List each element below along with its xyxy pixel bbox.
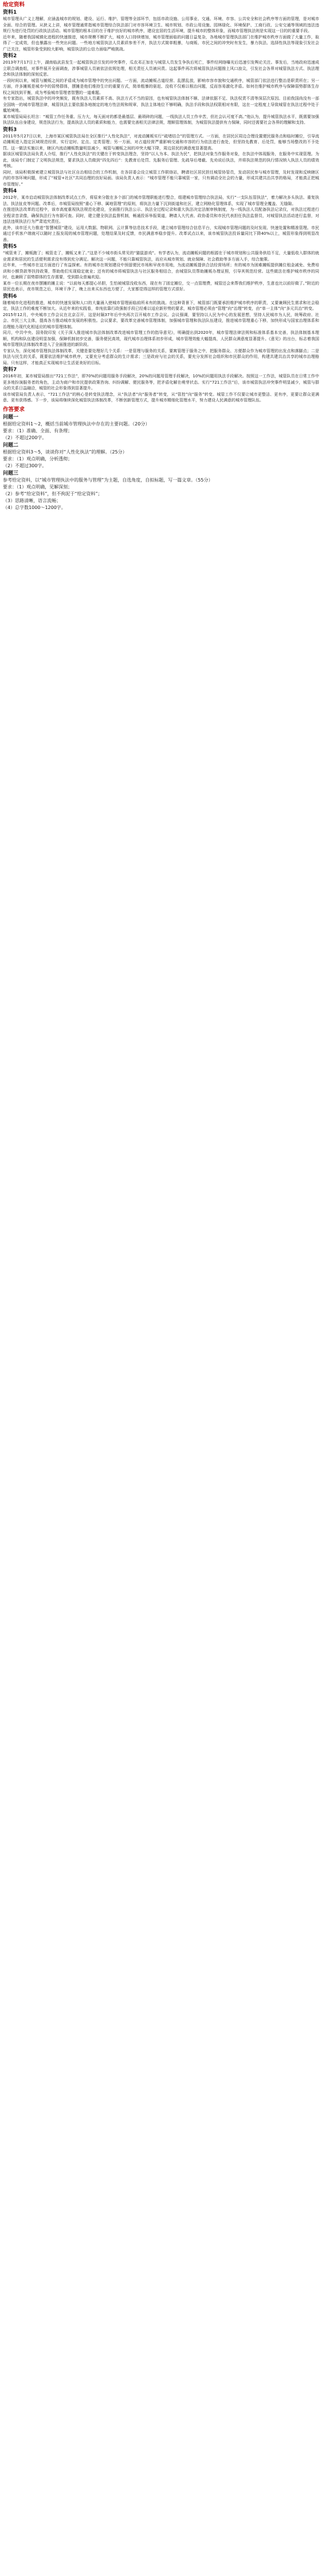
- question-requirement: （4）总字数1000～1200字。: [3, 504, 66, 510]
- question-prompt: 根据给定资料3～5，谈谈你对“人性化执法”的理解。（25分）: [3, 449, 127, 455]
- question-requirement: （2）不超过300字。: [3, 463, 47, 468]
- material-paragraph: “城管来了，摊贩跑了；城管走了，摊贩又来了。”这是不少城市街头常见的“猫鼠游戏”。有学者认为，流动摊贩问题的根源在于城市规划和公共服务供给不足，大量低收入群体的就业需求和居民的生活便利需求没有得到充分满足。解决这一问题，不能只靠城管执法，而应从城市规划、就业保障、社会救助等多方面入手，综合施策。: [3, 251, 319, 262]
- material-paragraph: 2015年12月，中央城市工作会议在北京召开，这是时隔37年后中央再次召开城市工作会议。会议强调，要坚持以人民为中心的发展思想，坚持人民城市为人民，统筹政府、社会、市民三大主体，提高各方推动城市发展的积极性。会议要求，要改革完善城市管理体制，加强城市管理和执法队伍建设，推进城市管理重心下移，加快形成与国家治理体系和治理能力现代化相适应的城市管理体制。: [3, 312, 319, 329]
- material-paragraph: 2016年初，某市城管局推出“721工作法”，即70%的问题用服务手段解决，20%的问题用管理手段解决，10%的问题用执法手段解决。按照这一工作法，城管队员在日常工作中更多地扮演服务者的角色，主动为商户和市民提供政策咨询、纠纷调解、便民服务等，把矛盾化解在萌芽状态。实行“721工作法”后，该市城管执法冲突事件明显减少，城管与群众的关系日益融洽，城管的社会形象得到显著提升。: [3, 374, 319, 390]
- question-title: 问题三: [3, 470, 19, 476]
- material-section: [3, 1, 319, 404]
- material-paragraph: 城市管理从广义上理解，应涵盖城市的规划、建设、运行、维护、管理等全部环节，包括市政设施、公用事业、交通、环境、市容、公共安全和社会秩序等方面的管理，是对城市全面、综合的管理。从狭义上讲，城市管理通常指城市管理综合执法部门对市容环境卫生、城市规划、市政公用设施、园林绿化、环境保护、工商行政、公安交通等领域的违法违规行为进行处罚的行政执法活动。城市管理的根本目的在于维护良好的城市秩序，建设宜居的生活环境，提升城市的整体形象，而城市管理执法则是实现这一目的的重要手段。: [3, 17, 319, 33]
- material-heading: 给定资料: [3, 2, 25, 8]
- material-paragraph: 一段时间以来，城管与摊贩之间的矛盾成为城市管理中的突出问题。一方面，流动摊贩占道经营、乱摆乱放，影响市容市貌和交通秩序，城管部门依法进行整治是职责所在；另一方面，许多摊贩是城市中的弱势群体，摆摊是他们维持生计的重要方式，简单粗暴的驱赶、没收不仅难以根治问题，反而容易激化矛盾。如何在维护城市秩序与保障弱势群体生存权之间找到平衡，成为考验城市管理者智慧的一道难题。: [3, 78, 319, 95]
- material-paragraph: 同时，该局积极探索建立城管执法与社区自治相结合的工作机制，在各居委会设立城管工作联络站，聘请社区居民担任城管协管员，发动居民参与城市管理，及时发现和反映辖区内的市容环境问题，形成了“城管+社区”共同治理的良好局面。该局负责人表示：“城市管理不能只靠城管一家，只有调动全社会的力量，形成共建共治共享的格局，才能真正把城市管理好。”: [3, 169, 319, 187]
- document-page: [0, 0, 322, 511]
- material-paragraph: 此外，该市还大力推进“智慧城管”建设，运用大数据、物联网、云计算等信息技术手段，建立城市管理综合信息平台，实现城市管理问题的及时发现、快速处置和精准管理。市民通过手机客户端就可以随时上报发现的城市管理问题，处理结果及时反馈，市民满意率稳步提升。改革试点以来，该市城管执法投诉量同比下降40%以上，城管形象得到明显改善。: [3, 225, 319, 242]
- material-label: 资料3: [3, 127, 17, 133]
- material-paragraph: 有专家指出，城管执法中的冲突频发，既有执法人员素质不高、执法方式不当的原因，也有城管执法体制不顺、法律依据不足、执法权责不清等深层次原因。目前我国尚没有一部全国统一的城市管理法律，城管执法主要依据各地制定的地方性法规和规章，执法主体地位不够明确，执法手段和执法权限相对有限，这在一定程度上导致城管在执法过程中处于尴尬境地。: [3, 96, 319, 113]
- question-requirement: （3）思路清晰，语言流畅；: [3, 498, 61, 503]
- material-label: 资料7: [3, 367, 17, 373]
- material-paragraph: 专家认为，深化城市管理执法体制改革，关键是要处理好几个关系：一是管理与服务的关系，要寓管理于服务之中，把服务群众、方便群众作为城市管理的出发点和落脚点；二是执法与民生的关系，既要依法维护城市秩序，又要充分考虑群众的生计需求；三是政府与社会的关系，要充分发挥社会组织和市民群众的作用，构建共建共治共享的城市治理格局。只有这样，才能真正实现城市让生活更美好的目标。: [3, 348, 319, 365]
- material-paragraph: 该市城管局负责人表示，“721工作法”的核心是转变执法理念，从“执法者”向“服务者”转变，从“管控”向“服务”转变。城管工作不仅要让城市更整洁、更有序，更要让群众更满意、更有获得感。下一步，该局将继续深化城管执法体制改革，不断创新管理方式，提升城市精细化管理水平，努力建设人民满意的城市管理队伍。: [3, 392, 319, 403]
- material-paragraph: 2012年，某市启动城管执法体制改革试点工作，将原来分散在多个部门的城市管理职能进行整合，组建城市管理综合执法局，实行“一支队伍管执法”，着力解决多头执法、重复执法、执法扯皮等问题。改革后，市城管局按照“重心下移、属地管理”的原则，将执法力量下沉到街道和社区，建立网格化管理体系，实现了城市管理全覆盖、无缝隙。: [3, 195, 319, 206]
- material-label: 资料4: [3, 188, 17, 194]
- material-paragraph: 在推进执法改革的过程中，该市高度重视执法规范化建设，全面推行执法公示、执法全过程记录和重大执法决定法制审核制度，为一线执法人员配备执法记录仪，对执法过程进行全程录音录像，确保执法行为有据可查。同时，建立健全执法监督机制，畅通投诉举报渠道，聘请人大代表、政协委员和市民代表担任执法监督员，对城管执法活动进行监督，对违法违规执法行为严肃追究责任。: [3, 207, 319, 224]
- question-requirement: （2）不超过200字。: [3, 435, 47, 440]
- question-prompt: 根据给定资料1～2，概括当前城市管理执法中存在的主要问题。（20分）: [3, 421, 150, 427]
- material-paragraph: 2013年7月17日上午，湖南临武县发生一起城管执法引发的冲突事件，瓜农邓正加在与城管人员发生争执后死亡，事件经网络曝光后迅速引发舆论关注。事发后，当地政府迅速成立联合调查组，对事件展开全面调查，涉事城管人员被依法依规处理，相关责任人员被问责。这起事件再次将城管执法问题推上风口浪尖，引发社会各界对城管执法方式、执法理念和执法体制的深刻反思。: [3, 60, 319, 77]
- material-paragraph: 随着城市化进程的推进，城市的快速发展和人口的大量涌入使城市管理面临前所未有的挑战。在这种背景下，城管部门既要承担维护城市秩序的职责，又要兼顾民生需求和社会稳定，执法工作的难度不断加大。从近年来的实践看，单纯依靠行政强制手段已经难以适应新形势的要求，城市管理必须由“管理”向“治理”转变，由“单一主体”向“多元共治”转变。: [3, 300, 319, 311]
- material-paragraph: 2011年5月27日以来，上海市某区城管执法局在全区推行“人性化执法”，对流动摊贩实行“疏堵结合”的管理方式。一方面，在居民区周边合理设置便民服务点和临时摊位，引导流动摊贩进入指定区域规范经营，实行定时、定点、定类管理；另一方面，对占道经营严重影响交通和市容的行为依法进行查处，但坚持先教育、后处罚，能够当场整改的不予处罚。这一做法实施以来，辖区内流动摊贩数量明显减少，城管与摊贩之间的冲突大幅下降，周边居民的满意度显著提高。: [3, 133, 319, 151]
- question-requirement: 要求：（1）观点明确，见解深刻；: [3, 484, 73, 490]
- material-paragraph: 某市一位长期在夜市摆摊的摊主说：“以前每天都提心吊胆，生怕被城管没收东西，现在有了固定摊位，交一点管理费，城管还会来帮我们维护秩序，生意也比以前好做了。”附近的居民也表示，夜市规范之后，环境干净了，晚上出来买东西也方便了，大家都觉得这样的管理方式很好。: [3, 281, 319, 291]
- questions-section: [3, 406, 319, 511]
- questions-heading: 作答要求: [3, 406, 25, 413]
- question-title: 问题一: [3, 414, 19, 420]
- material-paragraph: 近年来，一些城市在这方面进行了有益探索。有的城市在规划建设中预留便民市场和早夜市用地，为流动摊贩提供合法经营场所；有的城市为困难摊贩提供摊位租金减免、免费培训和小额贷款等扶持政策，帮助他们实现稳定就业；还有的城市将城管执法与社区服务相结合，由城管队员帮助摊贩办理证照，引导其规范经营。这些做法在维护城市秩序的同时，也兼顾了弱势群体的生存需要，受到群众普遍欢迎。: [3, 263, 319, 279]
- question-title: 问题二: [3, 442, 19, 448]
- question-prompt: 参考给定资料，以“城市管理执法中的服务与管理”为主题，自选角度，自拟标题，写一篇文章。（55分）: [3, 477, 213, 483]
- question-requirement: （2）参考“给定资料”，但不拘泥于“给定资料”；: [3, 491, 103, 496]
- material-label: 资料5: [3, 244, 17, 250]
- material-paragraph: 近年来，随着我国城镇化进程的快速推进，城市规模不断扩大，城市人口持续增加，城市管理面临的问题日益复杂，各地城市管理执法部门在维护城市秩序方面做了大量工作，取得了一定成效，但也暴露出一些突出问题。一些地方城管执法人员素质参差不齐，执法方式简单粗暴，与商贩、市民之间的冲突时有发生，暴力执法、选择性执法等现象引发社会广泛关注，城管形象受到较大影响，城管执法的公信力面临严峻挑战。: [3, 34, 319, 52]
- question-requirement: 要求：（1）准确、全面、有条理；: [3, 428, 73, 433]
- material-paragraph: 某市城管局局长坦言：“城管工作任务重、压力大，每天面对的都是最基层、最琐碎的问题，一线执法人员工作辛苦，但社会认可度不高。”他认为，提升城管执法水平，既需要加强执法队伍自身建设，规范执法行为，提高执法人员的素质和能力，也需要完善相关法律法规，理顺管理体制，为城管执法提供有力保障，同时还需要社会各界的理解和支持。: [3, 114, 319, 125]
- material-label: 资料2: [3, 53, 17, 59]
- material-label: 资料6: [3, 293, 17, 299]
- question-requirement: 要求：（1）观点明确，分析透彻；: [3, 456, 73, 461]
- material-paragraph: 据该区城管执法局负责人介绍，推行“人性化执法”的关键在于转变执法理念，坚持“以人为本、执法为民”，把执法对象当作服务对象，在执法中体现服务，在服务中实现管理。为此，该局专门制定了文明执法规范，要求执法人员做到“四先四后”：先教育后处罚、先服务后管理、先疏导后堵截、先劝说后执法，并将执法规范的执行情况纳入执法人员的绩效考核。: [3, 152, 319, 168]
- material-label: 资料1: [3, 10, 17, 15]
- material-paragraph: 同月，中共中央、国务院印发《关于深入推进城市执法体制改革改进城市管理工作的指导意见》，明确提出到2020年，城市管理法律法规和标准体系基本完善，执法体制基本理顺，机构和队伍建设明显加强，保障机制初步完善，服务便民高效，现代城市治理体系初步形成，城市管理效能大幅提高，人民群众满意度显著提升。《意见》的出台，标志着我国城市管理执法体制改革进入了全面推进的新阶段。: [3, 330, 319, 347]
